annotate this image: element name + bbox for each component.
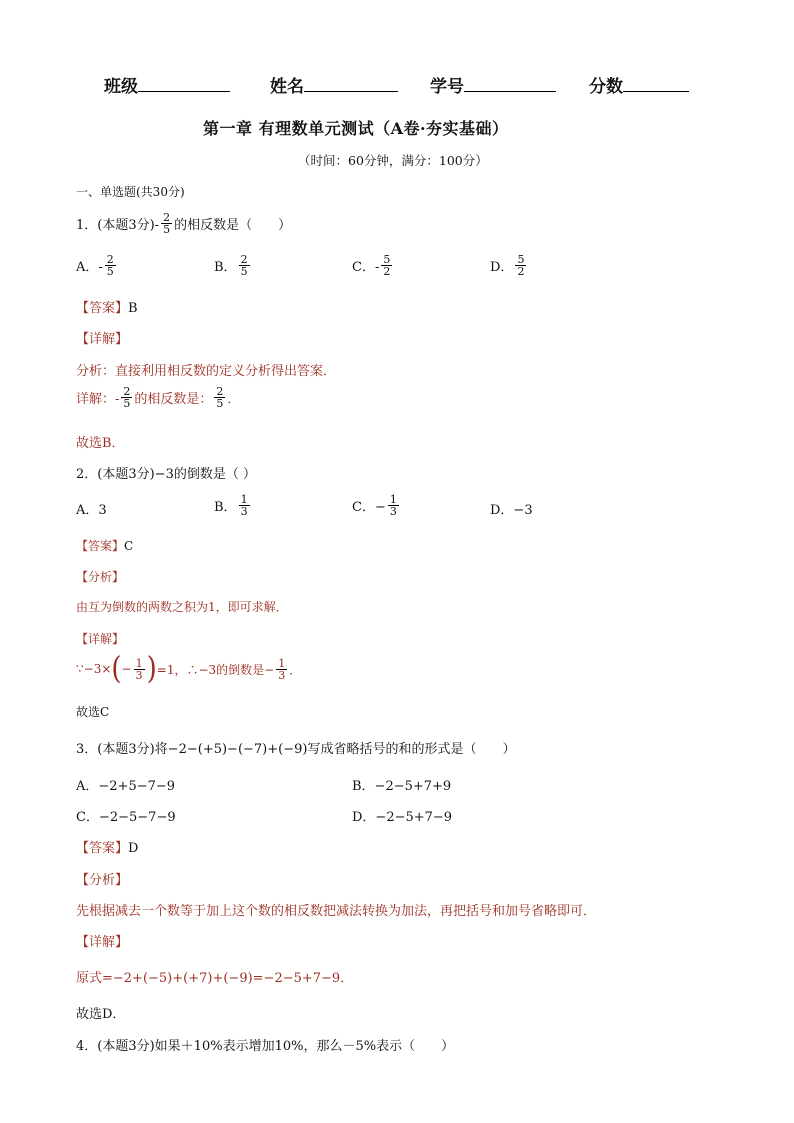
q1-detail-den2: 5 bbox=[216, 397, 224, 410]
q3-detail-tag: 【详解】 bbox=[76, 935, 129, 950]
q4-stem: 4．(本题3分)如果＋10%表示增加10%，那么－5%表示（ ） bbox=[76, 1039, 455, 1054]
q1-a-num: 2 bbox=[106, 253, 114, 266]
name-field bbox=[270, 72, 398, 97]
q3-stem: 3．(本题3分)将−2−(+5)−(−7)+(−9)写成省略括号的和的形式是（ ） bbox=[76, 742, 516, 757]
q2-detail-den2: 3 bbox=[278, 668, 286, 682]
q2-detail-den: 3 bbox=[135, 668, 143, 682]
q2-analysis: 由互为倒数的两数之积为1，即可求解． bbox=[76, 600, 288, 614]
q1-detail-mid: 的相反数是： bbox=[134, 392, 213, 407]
q2-left-paren: ( bbox=[111, 651, 122, 687]
q3-analysis: 先根据减去一个数等于加上这个数的相反数把减法转换为加法，再把括号和加号省略即可． bbox=[76, 904, 597, 919]
q1-option-b[interactable] bbox=[214, 254, 252, 277]
score-blank[interactable] bbox=[623, 75, 689, 92]
q1-c-den: 2 bbox=[383, 265, 391, 278]
class-label: 班级 bbox=[104, 77, 138, 97]
q2-detail-frac2 bbox=[276, 658, 287, 681]
q1-option-c[interactable] bbox=[352, 254, 394, 277]
q3-answer-tag: 【答案】 bbox=[76, 841, 129, 856]
id-blank[interactable] bbox=[464, 75, 556, 92]
q3-option-a[interactable]: A．−2+5−7−9 bbox=[76, 779, 176, 794]
q1-c-num: 5 bbox=[383, 253, 391, 266]
q1-option-c-frac bbox=[381, 254, 392, 277]
q1-frac-num: 2 bbox=[163, 211, 171, 224]
id-label: 学号 bbox=[430, 77, 464, 97]
q2-option-b-label: B． bbox=[214, 500, 237, 515]
q3-detail: 原式=−2+(−5)+(+7)+(−9)=−2−5+7−9． bbox=[76, 971, 354, 986]
q3-conclusion: 故选D． bbox=[76, 1007, 126, 1022]
score-field bbox=[589, 72, 689, 97]
q1-fraction bbox=[161, 212, 172, 235]
q2-option-a[interactable]: A．3 bbox=[76, 503, 107, 518]
q2-option-d[interactable]: D．−3 bbox=[490, 503, 533, 518]
q2-conclusion: 故选C bbox=[76, 705, 110, 719]
q1-b-den: 5 bbox=[240, 265, 248, 278]
q2-detail-frac bbox=[134, 658, 145, 681]
q2-b-den: 3 bbox=[240, 505, 248, 518]
page-subtitle: （时间：60分钟，满分：100分） bbox=[298, 153, 488, 168]
q2-option-c-frac bbox=[388, 494, 399, 517]
q2-stem: 2．(本题3分)−3的倒数是（ ） bbox=[76, 467, 256, 482]
score-label: 分数 bbox=[589, 77, 623, 97]
name-label: 姓名 bbox=[270, 77, 304, 97]
q1-option-d-frac bbox=[515, 254, 526, 277]
q1-option-a-label: A．- bbox=[76, 260, 103, 275]
q2-c-den: 3 bbox=[389, 505, 397, 518]
q1-detail-end: ． bbox=[227, 392, 241, 407]
q1-option-d[interactable] bbox=[490, 254, 528, 277]
q2-analysis-tag: 【分析】 bbox=[76, 570, 125, 584]
q3-answer bbox=[76, 837, 138, 856]
q1-b-num: 2 bbox=[240, 253, 248, 266]
q3-option-b[interactable]: B．−2−5+7+9 bbox=[352, 779, 452, 794]
q2-detail-num2: 1 bbox=[278, 656, 286, 670]
q1-stem-suffix: 的相反数是（ ） bbox=[174, 218, 292, 233]
q1-frac-den: 5 bbox=[163, 223, 171, 236]
q2-detail-b: =1，∴−3的倒数是− bbox=[156, 662, 275, 677]
page-title: 第一章 有理数单元测试（A卷·夯实基础） bbox=[203, 119, 509, 138]
q2-answer-tag: 【答案】 bbox=[76, 539, 125, 553]
q2-answer bbox=[76, 537, 133, 554]
q2-detail-end: ． bbox=[289, 662, 302, 677]
q2-answer-value: C bbox=[124, 539, 134, 553]
section-heading: 一、单选题(共30分) bbox=[76, 185, 185, 199]
q1-detail-den: 5 bbox=[123, 397, 131, 410]
q2-option-b[interactable] bbox=[214, 494, 252, 517]
q3-option-c[interactable]: C．−2−5−7−9 bbox=[76, 810, 176, 825]
q1-detail-tag: 【详解】 bbox=[76, 332, 129, 347]
q1-d-den: 2 bbox=[517, 265, 525, 278]
q1-detail-frac2 bbox=[214, 386, 225, 409]
q3-analysis-tag: 【分析】 bbox=[76, 873, 129, 888]
q1-stem bbox=[76, 212, 291, 235]
q2-detail-sign: − bbox=[121, 662, 132, 676]
q1-option-a[interactable] bbox=[76, 254, 118, 277]
q1-detail-frac bbox=[121, 386, 132, 409]
q2-detail bbox=[76, 651, 302, 687]
q1-a-den: 5 bbox=[106, 265, 114, 278]
q2-detail-num: 1 bbox=[135, 656, 143, 670]
q2-option-c-label: C．− bbox=[352, 500, 386, 515]
q3-answer-value: D bbox=[128, 841, 139, 856]
q2-right-paren: ) bbox=[146, 651, 157, 687]
q1-option-b-frac bbox=[239, 254, 250, 277]
q2-c-num: 1 bbox=[389, 493, 397, 506]
header-row bbox=[104, 72, 230, 97]
q2-option-c[interactable] bbox=[352, 494, 401, 517]
id-field bbox=[430, 72, 556, 97]
q1-conclusion: 故选B． bbox=[76, 436, 125, 451]
q1-detail-num: 2 bbox=[123, 385, 131, 398]
class-blank[interactable] bbox=[138, 75, 230, 92]
q1-option-d-label: D． bbox=[490, 260, 514, 275]
q1-option-a-frac bbox=[105, 254, 116, 277]
q2-detail-a: ∵−3× bbox=[76, 662, 112, 676]
q2-detail-tag: 【详解】 bbox=[76, 632, 125, 646]
q1-answer-tag: 【答案】 bbox=[76, 301, 129, 316]
q1-detail-num2: 2 bbox=[216, 385, 224, 398]
q1-answer bbox=[76, 297, 138, 316]
q2-b-num: 1 bbox=[240, 493, 248, 506]
q2-option-b-frac bbox=[239, 494, 250, 517]
q1-stem-prefix: 1．(本题3分)- bbox=[76, 218, 160, 233]
q1-detail-prefix: 详解：- bbox=[76, 392, 120, 407]
q3-option-d[interactable]: D．−2−5+7−9 bbox=[352, 810, 453, 825]
name-blank[interactable] bbox=[304, 75, 398, 92]
q1-analysis: 分析：直接利用相反数的定义分析得出答案． bbox=[76, 364, 337, 379]
q1-detail bbox=[76, 386, 240, 409]
q1-answer-value: B bbox=[128, 301, 138, 316]
q1-option-b-label: B． bbox=[214, 260, 237, 275]
q1-option-c-label: C．- bbox=[352, 260, 380, 275]
q1-d-num: 5 bbox=[517, 253, 525, 266]
